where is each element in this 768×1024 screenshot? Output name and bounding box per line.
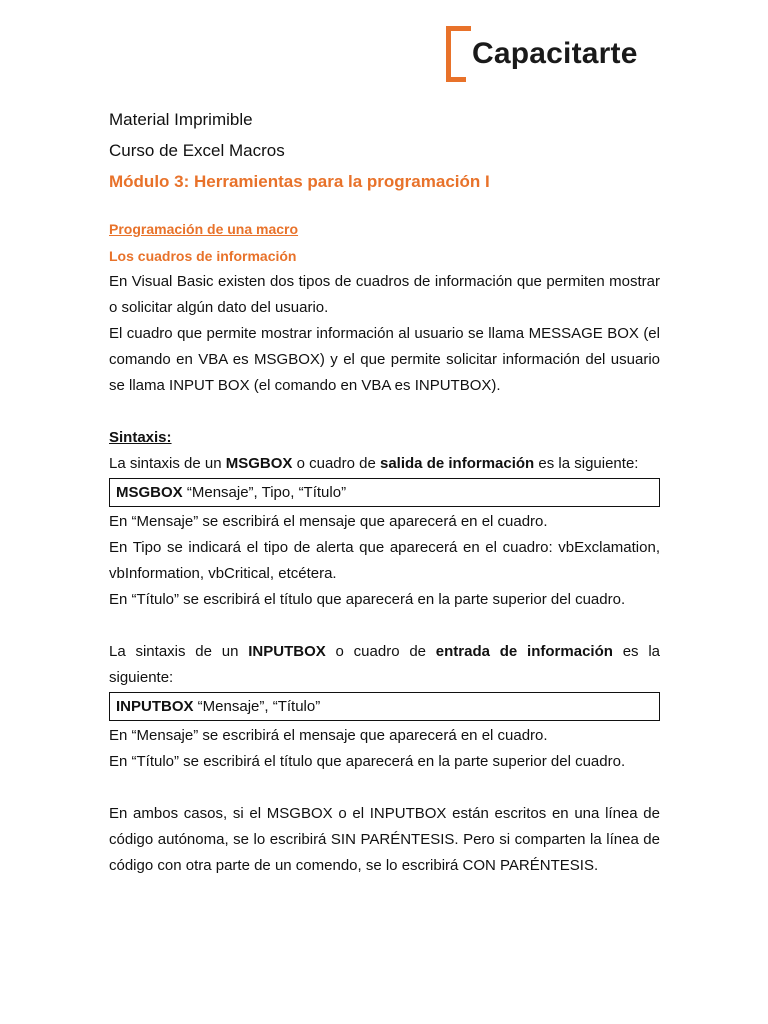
header-line-course: Curso de Excel Macros <box>109 141 285 160</box>
header-line-material: Material Imprimible <box>109 110 253 129</box>
closing-paragraph: En ambos casos, si el MSGBOX o el INPUTBOX están escritos en una línea de código autónoma, se lo escribirá SIN PARÉNTESIS. Pero si comparten la línea de código con otra parte de un comendo, se lo escribirá CON PARÉNTESIS. <box>109 805 660 874</box>
section-title-link[interactable]: Programación de una macro <box>109 221 299 237</box>
msgbox-keyword: MSGBOX <box>225 455 293 472</box>
inputbox-concept: entrada de información <box>435 643 613 660</box>
paragraph-boxes: El cuadro que permite mostrar información al usuario se llama MESSAGE BOX (el comando en VBA es MSGBOX) y el que permite solicitar información del usuario se llama INPUT BOX (el comando en VBA es INPUTBOX). <box>109 325 660 394</box>
inputbox-keyword: INPUTBOX <box>248 643 326 660</box>
msgbox-desc-title: En “Título” se escribirá el título que aparecerá en la parte superior del cuadro. <box>109 591 626 608</box>
section-subtitle: Los cuadros de información <box>109 248 297 264</box>
inputbox-intro: La sintaxis de un INPUTBOX o cuadro de entrada de información es la siguiente: <box>109 643 660 686</box>
document-body <box>109 104 660 879</box>
msgbox-desc-type: En Tipo se indicará el tipo de alerta que aparecerá en el cuadro: vbExclamation, vbInformation, vbCritical, etcétera. <box>109 539 660 582</box>
paragraph-intro: En Visual Basic existen dos tipos de cuadros de información que permiten mostrar o solicitar algún dato del usuario. <box>109 273 660 316</box>
capacitarte-logo <box>446 26 646 86</box>
msgbox-intro: La sintaxis de un MSGBOX o cuadro de salida de información es la siguiente: <box>109 455 639 472</box>
logo-bracket-icon <box>446 26 460 82</box>
syntax-label: Sintaxis: <box>109 429 172 446</box>
logo-text: Capacitarte <box>472 37 638 70</box>
logo-bracket-bottom <box>455 77 466 82</box>
inputbox-desc-message: En “Mensaje” se escribirá el mensaje que aparecerá en el cuadro. <box>109 727 548 744</box>
msgbox-desc-message: En “Mensaje” se escribirá el mensaje que aparecerá en el cuadro. <box>109 513 548 530</box>
inputbox-desc-title: En “Título” se escribirá el título que aparecerá en la parte superior del cuadro. <box>109 753 626 770</box>
inputbox-code-box: INPUTBOX “Mensaje”, “Título” <box>109 692 660 721</box>
msgbox-concept: salida de información <box>380 455 535 472</box>
msgbox-code-box: MSGBOX “Mensaje”, Tipo, “Título” <box>109 478 660 507</box>
module-title: Módulo 3: Herramientas para la programación I <box>109 172 490 191</box>
